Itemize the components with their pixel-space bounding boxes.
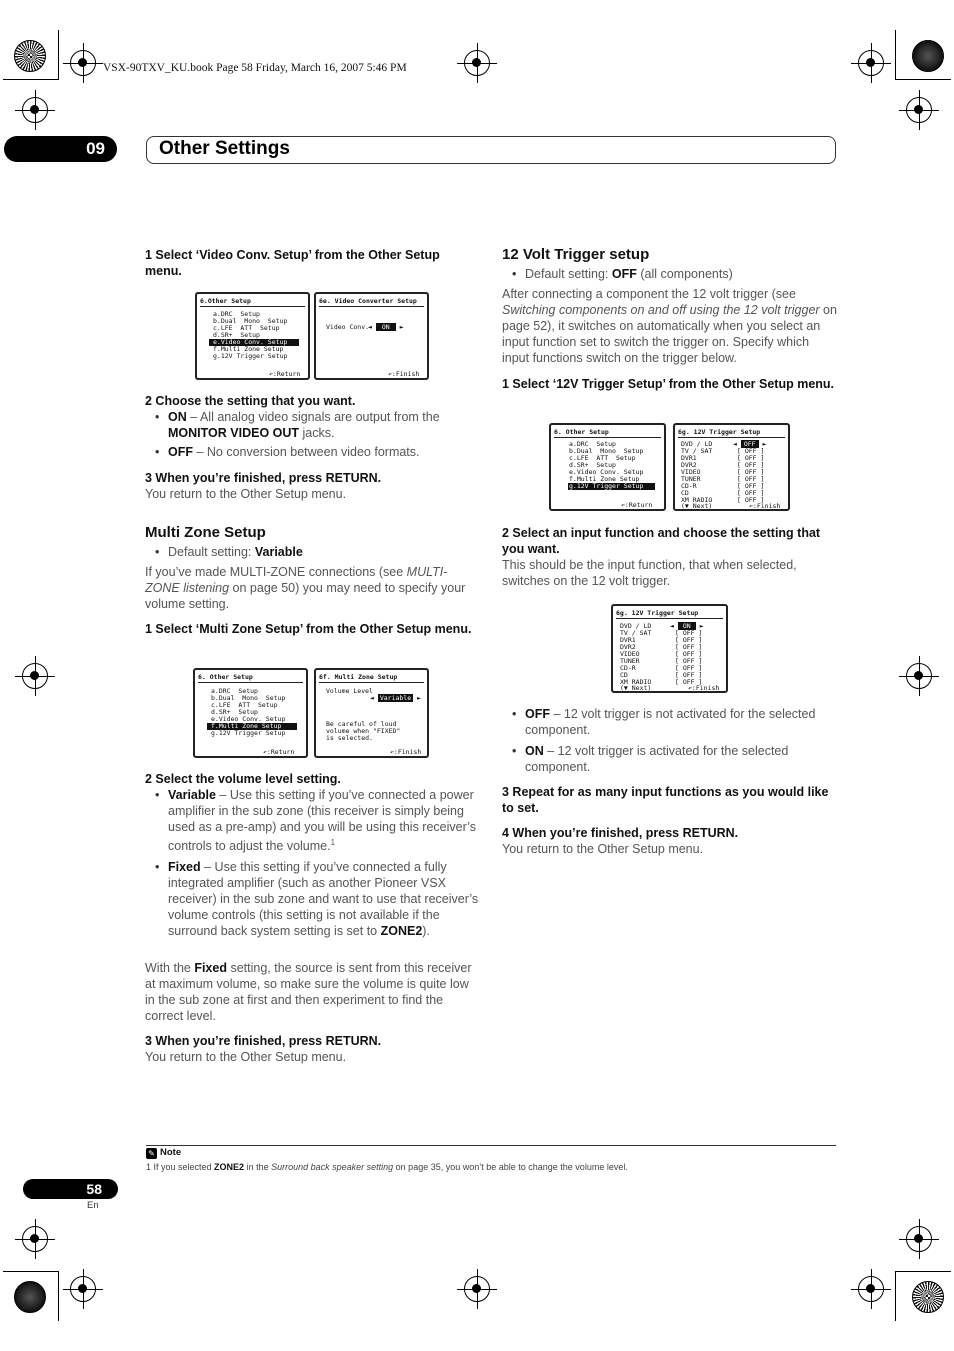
osd-input: TV / SAT — [681, 447, 713, 455]
osd-item: b.Dual Mono Setup — [213, 317, 288, 325]
registration-mark-left-mid — [22, 663, 48, 689]
osd-item: c.LFE ATT Setup — [569, 454, 636, 462]
note-icon: ✎ — [146, 1148, 157, 1159]
registration-mark-bottom-a — [70, 1276, 96, 1302]
crop-mark — [895, 79, 951, 80]
osd-footer: ↶:Return — [263, 748, 295, 756]
osd-item: f.Multi Zone Setup — [569, 475, 640, 483]
osd-trigger-value: [ OFF ] — [675, 636, 703, 644]
page-language: En — [87, 1200, 99, 1211]
osd-multi-zone-screen — [314, 668, 429, 758]
osd-next: (▼ Next) — [681, 502, 713, 510]
osd-label: Volume Level — [326, 687, 373, 695]
osd-item: e.Video Conv. Setup — [211, 715, 286, 723]
osd-trigger-value: ◄ ON ► — [670, 622, 704, 630]
crop-mark — [3, 1271, 59, 1272]
osd-input: DVR1 — [620, 636, 636, 644]
osd-item: g.12V Trigger Setup — [213, 352, 288, 360]
osd-title: 6g. 12V Trigger Setup — [678, 428, 761, 436]
osd-item: g.12V Trigger Setup — [211, 729, 286, 737]
osd-trigger-value: [ OFF ] — [737, 475, 765, 483]
registration-mark-bottom-c — [858, 1276, 884, 1302]
registration-star-bottom-left — [14, 1281, 46, 1313]
osd-input: VIDEO — [620, 650, 640, 658]
crop-mark — [58, 1271, 59, 1321]
osd-12v-trigger-screen — [673, 423, 790, 511]
osd-warning: volume when "FIXED" — [326, 727, 401, 735]
registration-mark-left-a — [22, 97, 48, 123]
multi-zone-heading: Multi Zone Setup — [145, 524, 266, 541]
osd-input: CD — [681, 489, 689, 497]
video-conv-step1: 1 Select ‘Video Conv. Setup’ from the Other Setup menu. — [145, 248, 440, 278]
registration-star-bottom-right — [912, 1281, 944, 1313]
osd-input: TV / SAT — [620, 629, 652, 637]
crop-mark — [895, 30, 896, 80]
osd-trigger-value: [ OFF ] — [675, 664, 703, 672]
crop-mark — [3, 79, 59, 80]
osd-trigger-value: [ OFF ] — [737, 496, 765, 504]
osd-other-setup-screen — [195, 292, 310, 380]
osd-footer: ↶:Finish — [388, 370, 420, 378]
osd-item: c.LFE ATT Setup — [213, 324, 280, 332]
osd-label: Video Conv. — [326, 323, 370, 331]
registration-mark-left-b — [22, 1226, 48, 1252]
return-icon: ↶ — [688, 684, 692, 692]
video-conv-on-bullet: • ON – All analog video signals are output from the MONITOR VIDEO OUT jacks. — [168, 409, 480, 441]
trigger-step1: 1 Select ‘12V Trigger Setup’ from the Other Setup menu. — [502, 377, 835, 391]
registration-mark-right-mid — [906, 663, 932, 689]
osd-trigger-value: [ OFF ] — [675, 657, 703, 665]
osd-input: TUNER — [620, 657, 640, 665]
osd-input: VIDEO — [681, 468, 701, 476]
multi-zone-step3: 3 When you’re finished, press RETURN. — [145, 1034, 382, 1048]
osd-item: e.Video Conv. Setup — [569, 468, 644, 476]
osd-title: 6g. 12V Trigger Setup — [616, 609, 699, 617]
osd-item: d.SR+ Setup — [213, 331, 260, 339]
trigger-step2: 2 Select an input function and choose the setting that you want. — [502, 526, 821, 556]
trigger-step4: 4 When you’re finished, press RETURN. — [502, 826, 739, 840]
osd-input: DVR1 — [681, 454, 697, 462]
crop-mark — [58, 30, 59, 80]
osd-trigger-value: [ OFF ] — [737, 482, 765, 490]
osd-value: ◄ Variable ► — [370, 694, 421, 702]
osd-trigger-value: [ OFF ] — [675, 629, 703, 637]
footnote-text: 1 If you selected ZONE2 in the Surround back speaker setting on page 35, you won’t be able to change the volume level. — [146, 1162, 628, 1172]
registration-star-top-left — [14, 40, 46, 72]
return-icon: ↶ — [749, 502, 753, 510]
osd-trigger-value: [ OFF ] — [737, 489, 765, 497]
osd-item: d.SR+ Setup — [569, 461, 616, 469]
osd-item: c.LFE ATT Setup — [211, 701, 278, 709]
multi-zone-intro: If you’ve made MULTI-ZONE connections (see MULTI-ZONE listening on page 50) you may need to specify your volume setting. — [145, 565, 466, 611]
multi-zone-default: • Default setting: Variable — [168, 544, 480, 560]
osd-footer: ↶:Return — [269, 370, 301, 378]
multi-zone-variable-bullet: • Variable – Use this setting if you’ve connected a power amplifier in the sub zone (this receiver is simply being used as a pre-amp) and you will be using this receiver’s controls to adjust the volume.$^1$ — [168, 787, 480, 854]
osd-trigger-value: [ OFF ] — [675, 643, 703, 651]
osd-item: b.Dual Mono Setup — [569, 447, 644, 455]
osd-input: CD-R — [681, 482, 697, 490]
registration-mark-top-c — [858, 50, 884, 76]
osd-footer: ↶:Finish — [749, 502, 781, 510]
multi-zone-fixed-bullet: • Fixed – Use this setting if you’ve connected a fully integrated amplifier (such as another Pioneer VSX receiver) in the sub zone and want to use that receiver’s volume controls (this setting is not available if the surround back system setting is set to ZONE2). — [168, 859, 480, 939]
note-label: Note — [160, 1147, 182, 1158]
osd-trigger-value: [ OFF ] — [737, 461, 765, 469]
osd-warning: Be careful of loud — [326, 720, 397, 728]
osd-trigger-value: [ OFF ] — [737, 454, 765, 462]
osd-trigger-value: [ OFF ] — [737, 468, 765, 476]
osd-video-converter-screen — [314, 292, 429, 380]
osd-title: 6f. Multi Zone Setup — [319, 673, 398, 681]
osd-item: f.Multi Zone Setup — [213, 345, 284, 353]
registration-mark-right-a — [906, 97, 932, 123]
osd-value: ◄ ON ► — [368, 323, 404, 331]
osd-title: 6. Other Setup — [198, 673, 253, 681]
osd-trigger-value: ◄ OFF ► — [733, 440, 767, 448]
trigger-step3: 3 Repeat for as many input functions as you would like to set. — [502, 785, 829, 815]
osd-input: DVD / LD — [620, 622, 652, 630]
video-conv-step3-body: You return to the Other Setup menu. — [145, 487, 347, 501]
return-icon: ↶ — [269, 370, 273, 378]
osd-footer: ↶:Finish — [688, 684, 720, 692]
osd-input: DVD / LD — [681, 440, 713, 448]
osd-item: a.DRC Setup — [213, 310, 260, 318]
return-icon: ↶ — [388, 370, 392, 378]
return-icon: ↶ — [263, 748, 267, 756]
osd-title: 6.Other Setup — [200, 297, 251, 305]
crop-mark — [895, 1271, 951, 1272]
osd-footer: ↶:Finish — [390, 748, 422, 756]
registration-mark-right-b — [906, 1226, 932, 1252]
osd-title: 6. Other Setup — [554, 428, 609, 436]
multi-zone-step1: 1 Select ‘Multi Zone Setup’ from the Other Setup menu. — [145, 622, 472, 636]
osd-input: CD-R — [620, 664, 636, 672]
video-conv-step3: 3 When you’re finished, press RETURN. — [145, 471, 382, 485]
osd-input: DVR2 — [620, 643, 636, 651]
osd-trigger-value: [ OFF ] — [737, 447, 765, 455]
multi-zone-step3-body: You return to the Other Setup menu. — [145, 1050, 347, 1064]
trigger-off-bullet: • OFF – 12 volt trigger is not activated for the selected component. — [525, 706, 837, 738]
crop-mark — [895, 1271, 896, 1321]
registration-star-top-right — [912, 40, 944, 72]
osd-item-selected: f.Multi Zone Setup — [207, 723, 297, 730]
osd-item: b.Dual Mono Setup — [211, 694, 286, 702]
osd-title: 6e. Video Converter Setup — [319, 297, 417, 305]
osd-trigger-value: [ OFF ] — [675, 671, 703, 679]
trigger-step2-body: This should be the input function, that when selected, switches on the 12 volt trigger. — [502, 558, 797, 588]
return-icon: ↶ — [390, 748, 394, 756]
osd-warning: is selected. — [326, 734, 373, 742]
chapter-title-bar — [146, 136, 836, 164]
registration-mark-bottom-b — [464, 1276, 490, 1302]
registration-mark-top-a — [70, 50, 96, 76]
osd-item: a.DRC Setup — [211, 687, 258, 695]
trigger-default: • Default setting: OFF (all components) — [525, 266, 835, 282]
osd-trigger-value: [ OFF ] — [675, 650, 703, 658]
file-header: VSX-90TXV_KU.book Page 58 Friday, March 16, 2007 5:46 PM — [103, 62, 407, 74]
footnote-divider — [146, 1145, 836, 1146]
osd-12v-trigger-screen-on — [611, 604, 728, 693]
video-conv-step2: 2 Choose the setting that you want. — [145, 394, 356, 408]
osd-item-selected: g.12V Trigger Setup — [568, 483, 655, 490]
multi-zone-fixed-explanation: With the Fixed setting, the source is sent from this receiver at maximum volume, so make sure the volume is quite low in the sub zone at first and then experiment to find the correct level. — [145, 961, 472, 1023]
chapter-title: Other Settings — [159, 138, 290, 159]
osd-item: d.SR+ Setup — [211, 708, 258, 716]
trigger-step4-body: You return to the Other Setup menu. — [502, 842, 704, 856]
return-icon: ↶ — [621, 501, 625, 509]
osd-trigger-value: [ OFF ] — [675, 678, 703, 686]
osd-input: XM RADIO — [620, 678, 652, 686]
video-conv-off-bullet: • OFF – No conversion between video formats. — [168, 444, 480, 460]
osd-input: XM RADIO — [681, 496, 713, 504]
trigger-intro: After connecting a component the 12 volt trigger (see Switching components on and off using the 12 volt trigger on page 52), it switches on automatically when you select an input function set to switch the trigger on. Specify which input functions switch on the trigger below. — [502, 287, 837, 365]
osd-other-setup-screen — [549, 423, 666, 511]
osd-next: (▼ Next) — [620, 684, 652, 692]
osd-item-selected: e.Video Conv. Setup — [209, 339, 299, 346]
trigger-heading: 12 Volt Trigger setup — [502, 246, 650, 263]
osd-item: a.DRC Setup — [569, 440, 616, 448]
osd-input: CD — [620, 671, 628, 679]
osd-input: DVR2 — [681, 461, 697, 469]
osd-input: TUNER — [681, 475, 701, 483]
registration-mark-top-b — [464, 50, 490, 76]
chapter-number-badge: 09 — [4, 136, 117, 162]
osd-footer: ↶:Return — [621, 501, 653, 509]
trigger-on-bullet: • ON – 12 volt trigger is activated for the selected component. — [525, 743, 837, 775]
osd-other-setup-screen — [193, 668, 308, 758]
page-number-badge: 58 — [23, 1179, 118, 1199]
multi-zone-step2: 2 Select the volume level setting. — [145, 772, 341, 786]
